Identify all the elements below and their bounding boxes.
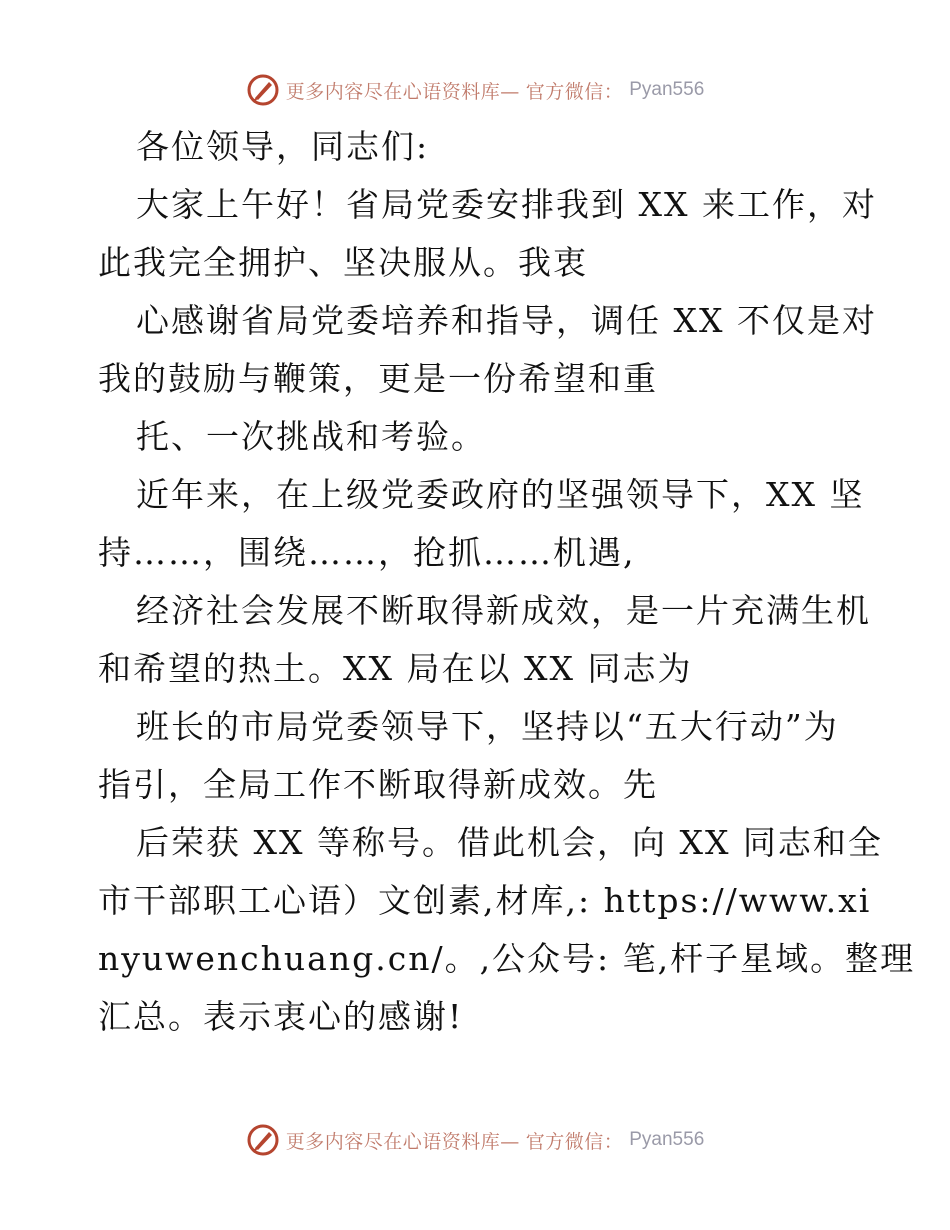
text-line: 汇总。表示衷心的感谢! (98, 997, 464, 1036)
header-banner (0, 70, 950, 110)
header-wechat-label: 官方微信： (525, 80, 624, 103)
text-line: 近年来，在上级党委政府的坚强领导下，XX 坚 (136, 475, 865, 514)
quill-logo-icon (246, 1123, 280, 1157)
header-site-text: 更多内容尽在心语资料库— (285, 80, 520, 103)
text-line: 托、一次挑战和考验。 (136, 417, 486, 456)
text-line: 此我完全拥护、坚决服从。我衷 (98, 243, 588, 282)
footer-wechat-id: Pyan556 (629, 1129, 705, 1150)
text-line: 持……，围绕……，抢抓……机遇, (98, 533, 636, 572)
text-line: 班长的市局党委领导下，坚持以“五大行动”为 (136, 707, 839, 746)
text-line: 和希望的热土。XX 局在以 XX 同志为 (98, 649, 693, 688)
text-line: 市干部职工心语）文创素,材库,: https://www.xi (98, 881, 872, 920)
text-line: 指引，全局工作不断取得新成效。先 (98, 765, 658, 804)
document-body (98, 118, 916, 1046)
footer-site-text: 更多内容尽在心语资料库— (285, 1130, 520, 1153)
text-line: 大家上午好！省局党委安排我到 XX 来工作，对 (136, 185, 877, 224)
text-line: 我的鼓励与鞭策，更是一份希望和重 (98, 359, 658, 398)
header-wechat-id: Pyan556 (629, 79, 705, 100)
text-line: 心感谢省局党委培养和指导，调任 XX 不仅是对 (136, 301, 877, 340)
text-line: 经济社会发展不断取得新成效，是一片充满生机 (136, 591, 871, 630)
text-line: 后荣获 XX 等称号。借此机会，向 XX 同志和全 (136, 823, 883, 862)
text-line: nyuwenchuang.cn/。,公众号: 笔,杆子星域。整理 (98, 939, 916, 978)
quill-logo-icon (246, 73, 280, 107)
text-line: 各位领导，同志们: (136, 127, 430, 166)
footer-banner (0, 1120, 950, 1160)
footer-wechat-label: 官方微信： (525, 1130, 624, 1153)
